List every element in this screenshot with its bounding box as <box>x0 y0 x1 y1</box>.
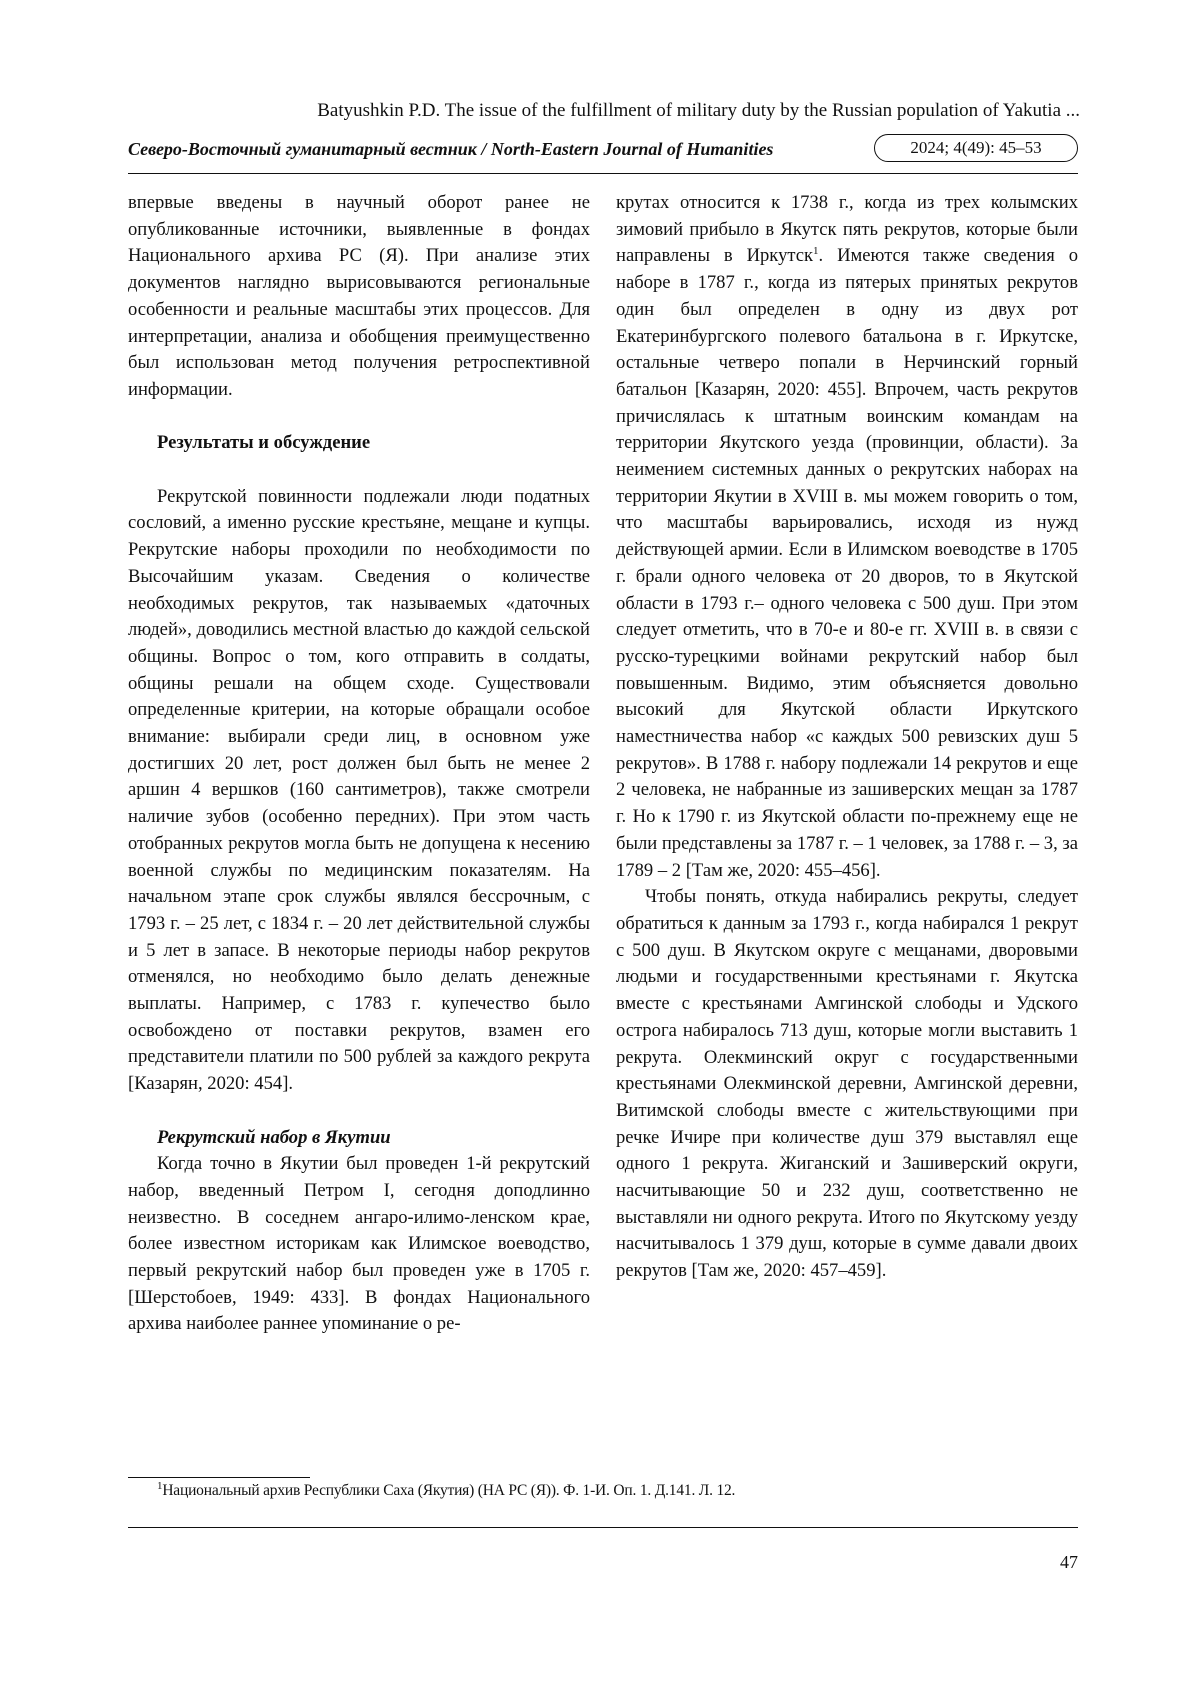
paragraph-text: . Имеются также сведения о наборе в 1787 г., когда из пятерых принятых рекрутов один был определен в одну из двух рот Екатеринбургского полевого батальона в г. Иркутске, остальные четверо попали в Нерчинский горный батальон [Казарян, 2020: 455]. Впрочем, часть рекрутов причислялась к штатным воинским командам на территории Якутского уезда (провинции, области). За неимением системных данных о рекрутских наборах на территории Якутии в XVIII в. мы можем говорить о том, что масштабы варьировались, исходя из нужд действующей армии. Если в Илимском воеводстве в 1705 г. брали одного человека от 20 дворов, то в Якутской области в 1793 г.– одного человека с 500 душ. При этом следует отметить, что в 70-е и 80-е гг. XVIII в. в связи с русско-турецкими войнами рекрутский набор был повышенным. Видимо, этим объясняется довольно высокий для Якутской области Иркутского наместничества набор «с каждых 500 ревизских душ 5 рекрутов». В 1788 г. набору подлежали 14 рекрутов и еще 2 человека, не набранные из зашиверских мещан за 1787 г. Но к 1790 г. из Якутской области по-прежнему еще не были представлены за 1787 г. – 1 человек, за 1788 г. – 3, за 1789 – 2 [Там же, 2020: 455–456]. <box>616 245 1078 881</box>
section-heading-recruitment: Рекрутский набор в Якутии <box>157 1126 391 1148</box>
paragraph-text: крутах относится к 1738 г., когда из трех колымских зимовий прибыло в Якутск пять рекрутов, которые были направлены в Иркутск <box>616 192 1078 267</box>
footnote <box>157 1480 735 1502</box>
journal-title: Северо-Восточный гуманитарный вестник / North-Eastern Journal of Humanities <box>128 139 774 159</box>
citation-badge: 2024; 4(49): 45–53 <box>874 134 1078 162</box>
running-title: Batyushkin P.D. The issue of the fulfillment of military duty by the Russian population of Yakutia ... <box>317 100 1080 121</box>
paragraph <box>616 190 1078 884</box>
footnote-divider <box>128 1477 310 1478</box>
paragraph: Чтобы понять, откуда набирались рекруты, следует обратиться к данным за 1793 г., когда набирался 1 рекрут с 500 душ. В Якутском округе с мещанами, дворовыми людьми и государственными крестьянами г. Якутска вместе с крестьянами Амгинской слободы и Удского острога набиралось 713 душ, которые могли выставить 1 рекрута. Олекминский округ с государственными крестьянами Олекминской деревни, Амгинской деревни, Витимской слободы вместе с жительствующими при речке Ичире при количестве душ 379 выставлял еще одного 1 рекрута. Жиганский и Зашиверский округи, насчитывающие 50 и 232 душ, соответственно не выставляли ни одного рекрута. Итого по Якутскому уезду насчитывалось 1 379 душ, которые в сумме давали двоих рекрутов [Там же, 2020: 457–459]. <box>616 886 1078 1282</box>
footnote-reference[interactable]: 1 <box>813 245 819 258</box>
header-divider <box>128 173 1078 174</box>
footnote-text: Национальный архив Республики Саха (Якутия) (НА РС (Я)). Ф. 1-И. Оп. 1. Д.141. Л. 12. <box>162 1482 736 1499</box>
paragraph: Когда точно в Якутии был проведен 1-й рекрутский набор, введенный Петром I, сегодня доподлинно неизвестно. В соседнем ангаро-илимо-ленском крае, более известном историкам как Илимское воеводство, первый рекрутский набор был проведен уже в 1705 г. [Шерстобоев, 1949: 433]. В фондах Национального архива наиболее раннее упоминание о ре- <box>128 1153 590 1335</box>
left-column <box>128 190 590 1338</box>
paragraph: Рекрутской повинности подлежали люди податных сословий, а именно русские крестьяне, мещане и купцы. Рекрутские наборы проходили по необходимости по Высочайшим указам. Сведения о количестве необходимых рекрутов, так называемых «даточных людей», доводились местной властью до каждой сельской общины. Вопрос о том, кого отправить в солдаты, общины решали на общем сходе. Существовали определенные критерии, на которые обращали особое внимание: выбирали среди лиц, в основном уже достигших 20 лет, рост должен был быть не менее 2 аршин 4 вершков (160 сантиметров), также смотрели наличие зубов (особенно передних). При этом часть отобранных рекрутов могла быть не допущена к несению военной службы по медицинским показателям. На начальном этапе срок службы являлся бессрочным, с 1793 г. – 25 лет, с 1834 г. – 20 лет действительной службы и 5 лет в запасе. В некоторые периоды набор рекрутов отменялся, но необходимо было делать денежные выплаты. Например, с 1783 г. купечество было освобождено от поставки рекрутов, взамен его представители платили по 500 рублей за каждого рекрута [Казарян, 2020: 454]. <box>128 485 590 1095</box>
page-number: 47 <box>1060 1552 1078 1572</box>
right-column <box>616 190 1078 1285</box>
section-heading-results: Результаты и обсуждение <box>157 432 371 454</box>
paragraph: впервые введены в научный оборот ранее не опубликованные источники, выявленные в фондах Национального архива РС (Я). При анализе этих документов наглядно вырисовываются региональные особенности и реальные масштабы этих процессов. Для интерпретации, анализа и обобщения преимущественно был использован метод получения ретроспективной информации. <box>128 192 590 400</box>
footer-divider <box>128 1527 1078 1528</box>
footnote-marker: 1 <box>157 1479 163 1492</box>
